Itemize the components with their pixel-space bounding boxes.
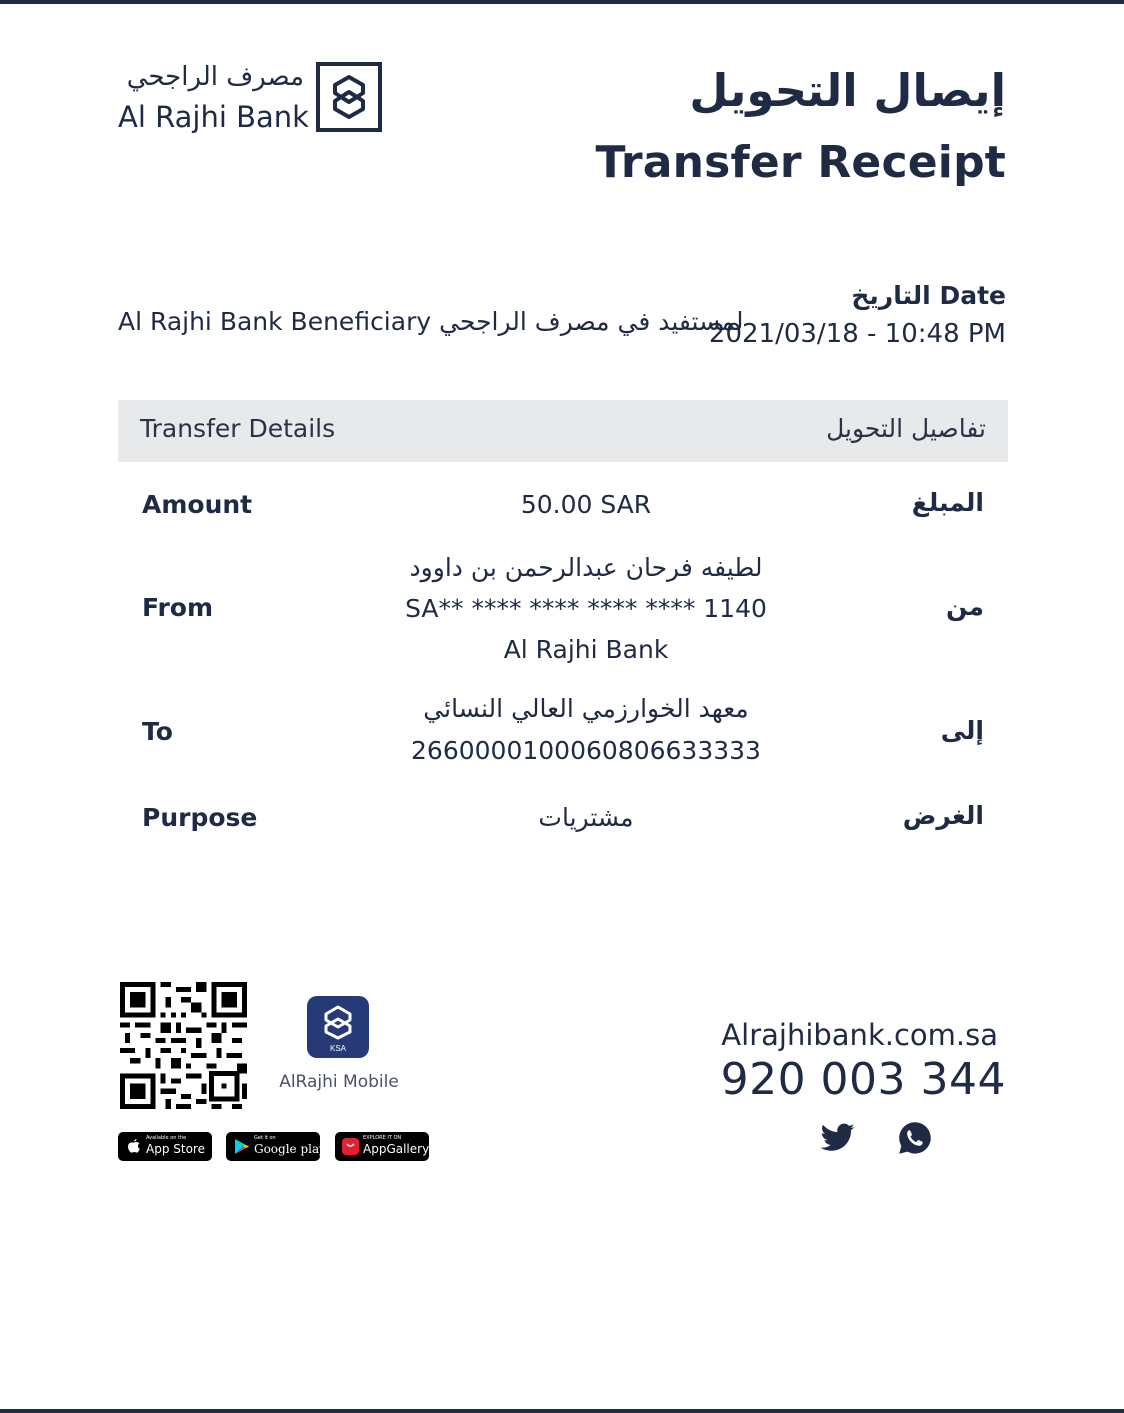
recipient-account: 2660000100060806633333 xyxy=(411,736,761,765)
app-gallery-badge-caption: EXPLORE IT ON xyxy=(363,1135,402,1141)
beneficiary-type: Al Rajhi Bank Beneficiary لمستفيد في مصرف الراجحي xyxy=(118,307,744,336)
purpose-label: Purpose xyxy=(142,803,258,832)
from-label-arabic: من xyxy=(946,592,984,621)
amount-value: 50.00 SAR xyxy=(520,490,652,519)
google-play-badge-caption: Get it on xyxy=(254,1135,276,1141)
apple-icon xyxy=(125,1138,142,1155)
bank-logo-mark-icon xyxy=(316,62,382,132)
bank-logo-english: Al Rajhi Bank xyxy=(118,100,309,134)
website-link[interactable]: Alrajhibank.com.sa xyxy=(721,1018,998,1052)
whatsapp-icon[interactable] xyxy=(897,1120,933,1156)
date-label: التاريخ Date xyxy=(851,281,1006,310)
top-border xyxy=(0,0,1124,4)
purpose-value: مشتريات xyxy=(538,803,634,832)
app-name: AlRajhi Mobile xyxy=(279,1072,399,1092)
google-play-badge[interactable] xyxy=(226,1132,326,1161)
huawei-icon xyxy=(342,1138,359,1155)
date-value: 2021/03/18 - 10:48 PM xyxy=(708,319,1006,349)
amount-label-arabic: المبلغ xyxy=(911,488,984,517)
qr-code-icon[interactable] xyxy=(120,982,247,1109)
app-logo-mark-icon xyxy=(321,1004,355,1040)
app-store-badge[interactable] xyxy=(118,1132,212,1161)
app-store-badge-caption: Available on the xyxy=(146,1135,187,1141)
receipt-title-arabic: إيصال التحويل xyxy=(689,64,1006,117)
app-store-badge-label: App Store xyxy=(146,1142,205,1156)
section-title-arabic: تفاصيل التحويل xyxy=(826,414,986,443)
section-title-english: Transfer Details xyxy=(140,414,336,443)
transfer-details-header xyxy=(118,400,1008,462)
app-gallery-badge[interactable] xyxy=(335,1132,429,1161)
sender-bank: Al Rajhi Bank xyxy=(503,635,669,664)
google-play-icon xyxy=(233,1138,250,1155)
google-play-badge-label: Google play xyxy=(254,1142,326,1156)
from-label: From xyxy=(142,593,214,622)
purpose-label-arabic: الغرض xyxy=(902,801,984,830)
recipient-name: معهد الخوارزمي العالي النسائي xyxy=(423,694,749,723)
phone-number[interactable]: 920 003 344 xyxy=(720,1054,1006,1105)
to-label-arabic: إلى xyxy=(940,716,984,745)
sender-account: SA** **** **** **** **** 1140 xyxy=(405,594,767,623)
amount-label: Amount xyxy=(142,490,253,519)
to-label: To xyxy=(142,717,173,746)
app-icon-ksa-label: KSA xyxy=(329,1044,346,1053)
bottom-border xyxy=(0,1409,1124,1413)
alrajhi-mobile-app-icon[interactable] xyxy=(307,996,369,1058)
bank-logo-arabic: مصرف الراجحي xyxy=(126,62,304,92)
twitter-icon[interactable] xyxy=(820,1120,856,1156)
receipt-title-english: Transfer Receipt xyxy=(595,137,1006,188)
app-gallery-badge-label: AppGallery xyxy=(363,1142,430,1156)
sender-name: لطيفه فرحان عبدالرحمن بن داوود xyxy=(409,553,763,582)
